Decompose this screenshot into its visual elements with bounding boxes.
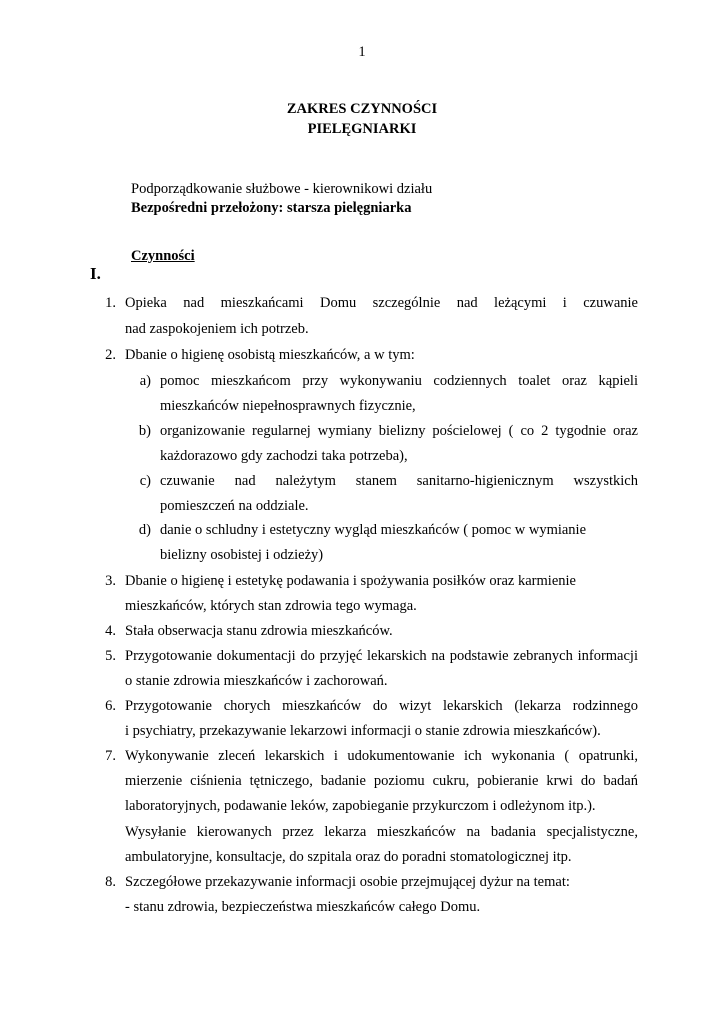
document-title-line-1: ZAKRES CZYNNOŚCI [286,101,438,117]
subordination-line: Podporządkowanie służbowe - kierownikowi działu [131,181,433,197]
item-text-line: Stała obserwacja stanu zdrowia mieszkańców. [125,623,393,639]
item-text-line: bielizny osobistej i odzieży) [160,547,324,563]
item-text-line: Przygotowanie dokumentacji do przyjęć lekarskich na podstawie zebranych informacji [125,648,638,664]
item-text-line: Wykonywanie zleceń lekarskich i udokumentowanie ich wykonania ( opatrunki, [125,748,638,764]
item-number: 2. [105,347,116,363]
subitem-letter: a) [139,373,151,389]
item-number: 8. [105,874,116,890]
item-text-line: ambulatoryjne, konsultacje, do szpitala oraz do poradni stomatologicznej itp. [125,849,572,865]
item-number: 6. [105,698,116,714]
item-text-line: organizowanie regularnej wymiany bielizny pościelowej ( co 2 tygodnie oraz [160,423,638,439]
item-text-line: - stanu zdrowia, bezpieczeństwa mieszkańców całego Domu. [125,899,481,915]
section-numeral: I. [90,264,101,283]
supervisor-line: Bezpośredni przełożony: starsza pielęgniarka [131,200,412,216]
item-text-line: nad zaspokojeniem ich potrzeb. [125,321,309,337]
section-heading: Czynności [131,248,195,264]
document-title-line-2: PIELĘGNIARKI [307,121,417,137]
item-text-line: pomoc mieszkańcom przy wykonywaniu codziennych toalet oraz kąpieli [160,373,638,389]
subitem-letter: b) [138,423,151,439]
item-text-line: danie o schludny i estetyczny wygląd mieszkańców ( pomoc w wymianie [160,522,587,538]
item-text-line: i psychiatry, przekazywanie lekarzowi informacji o stanie zdrowia mieszkańców). [125,723,601,739]
page-number: 1 [358,44,366,60]
item-text-line: Opieka nad mieszkańcami Domu szczególnie nad leżącymi i czuwanie [125,295,638,311]
item-text-line: czuwanie nad należytym stanem sanitarno-higienicznym wszystkich [160,473,638,489]
subitem-letter: c) [139,473,151,489]
item-text-line: Przygotowanie chorych mieszkańców do wizyt lekarskich (lekarza rodzinnego [125,698,638,714]
item-text-line: Szczegółowe przekazywanie informacji osobie przejmującej dyżur na temat: [125,874,570,890]
item-text-line: mierzenie ciśnienia tętniczego, badanie poziomu cukru, pobieranie krwi do badań [125,773,638,789]
item-text-line: Dbanie o higienę i estetykę podawania i spożywania posiłków oraz karmienie [125,573,576,589]
item-text-line: o stanie zdrowia mieszkańców i zachorowań. [125,673,388,689]
item-text-line: mieszkańców niepełnosprawnych fizycznie, [160,398,416,414]
item-text-line: laboratoryjnych, podawanie leków, zapobieganie przykurczom i odleżynom itp.). [125,798,596,814]
item-text-line: Dbanie o higienę osobistą mieszkańców, a w tym: [125,347,415,363]
item-number: 7. [105,748,116,764]
subitem-letter: d) [138,522,151,538]
item-number: 5. [105,648,116,664]
item-number: 3. [105,573,116,589]
item-number: 1. [105,295,116,311]
item-text-line: pomieszczeń na oddziale. [160,498,309,514]
item-text-line: mieszkańców, których stan zdrowia tego wymaga. [125,598,417,614]
item-text-line: każdorazowo gdy zachodzi taka potrzeba), [160,448,408,464]
item-text-line: Wysyłanie kierowanych przez lekarza mieszkańców na badania specjalistyczne, [125,824,638,840]
item-number: 4. [105,623,116,639]
